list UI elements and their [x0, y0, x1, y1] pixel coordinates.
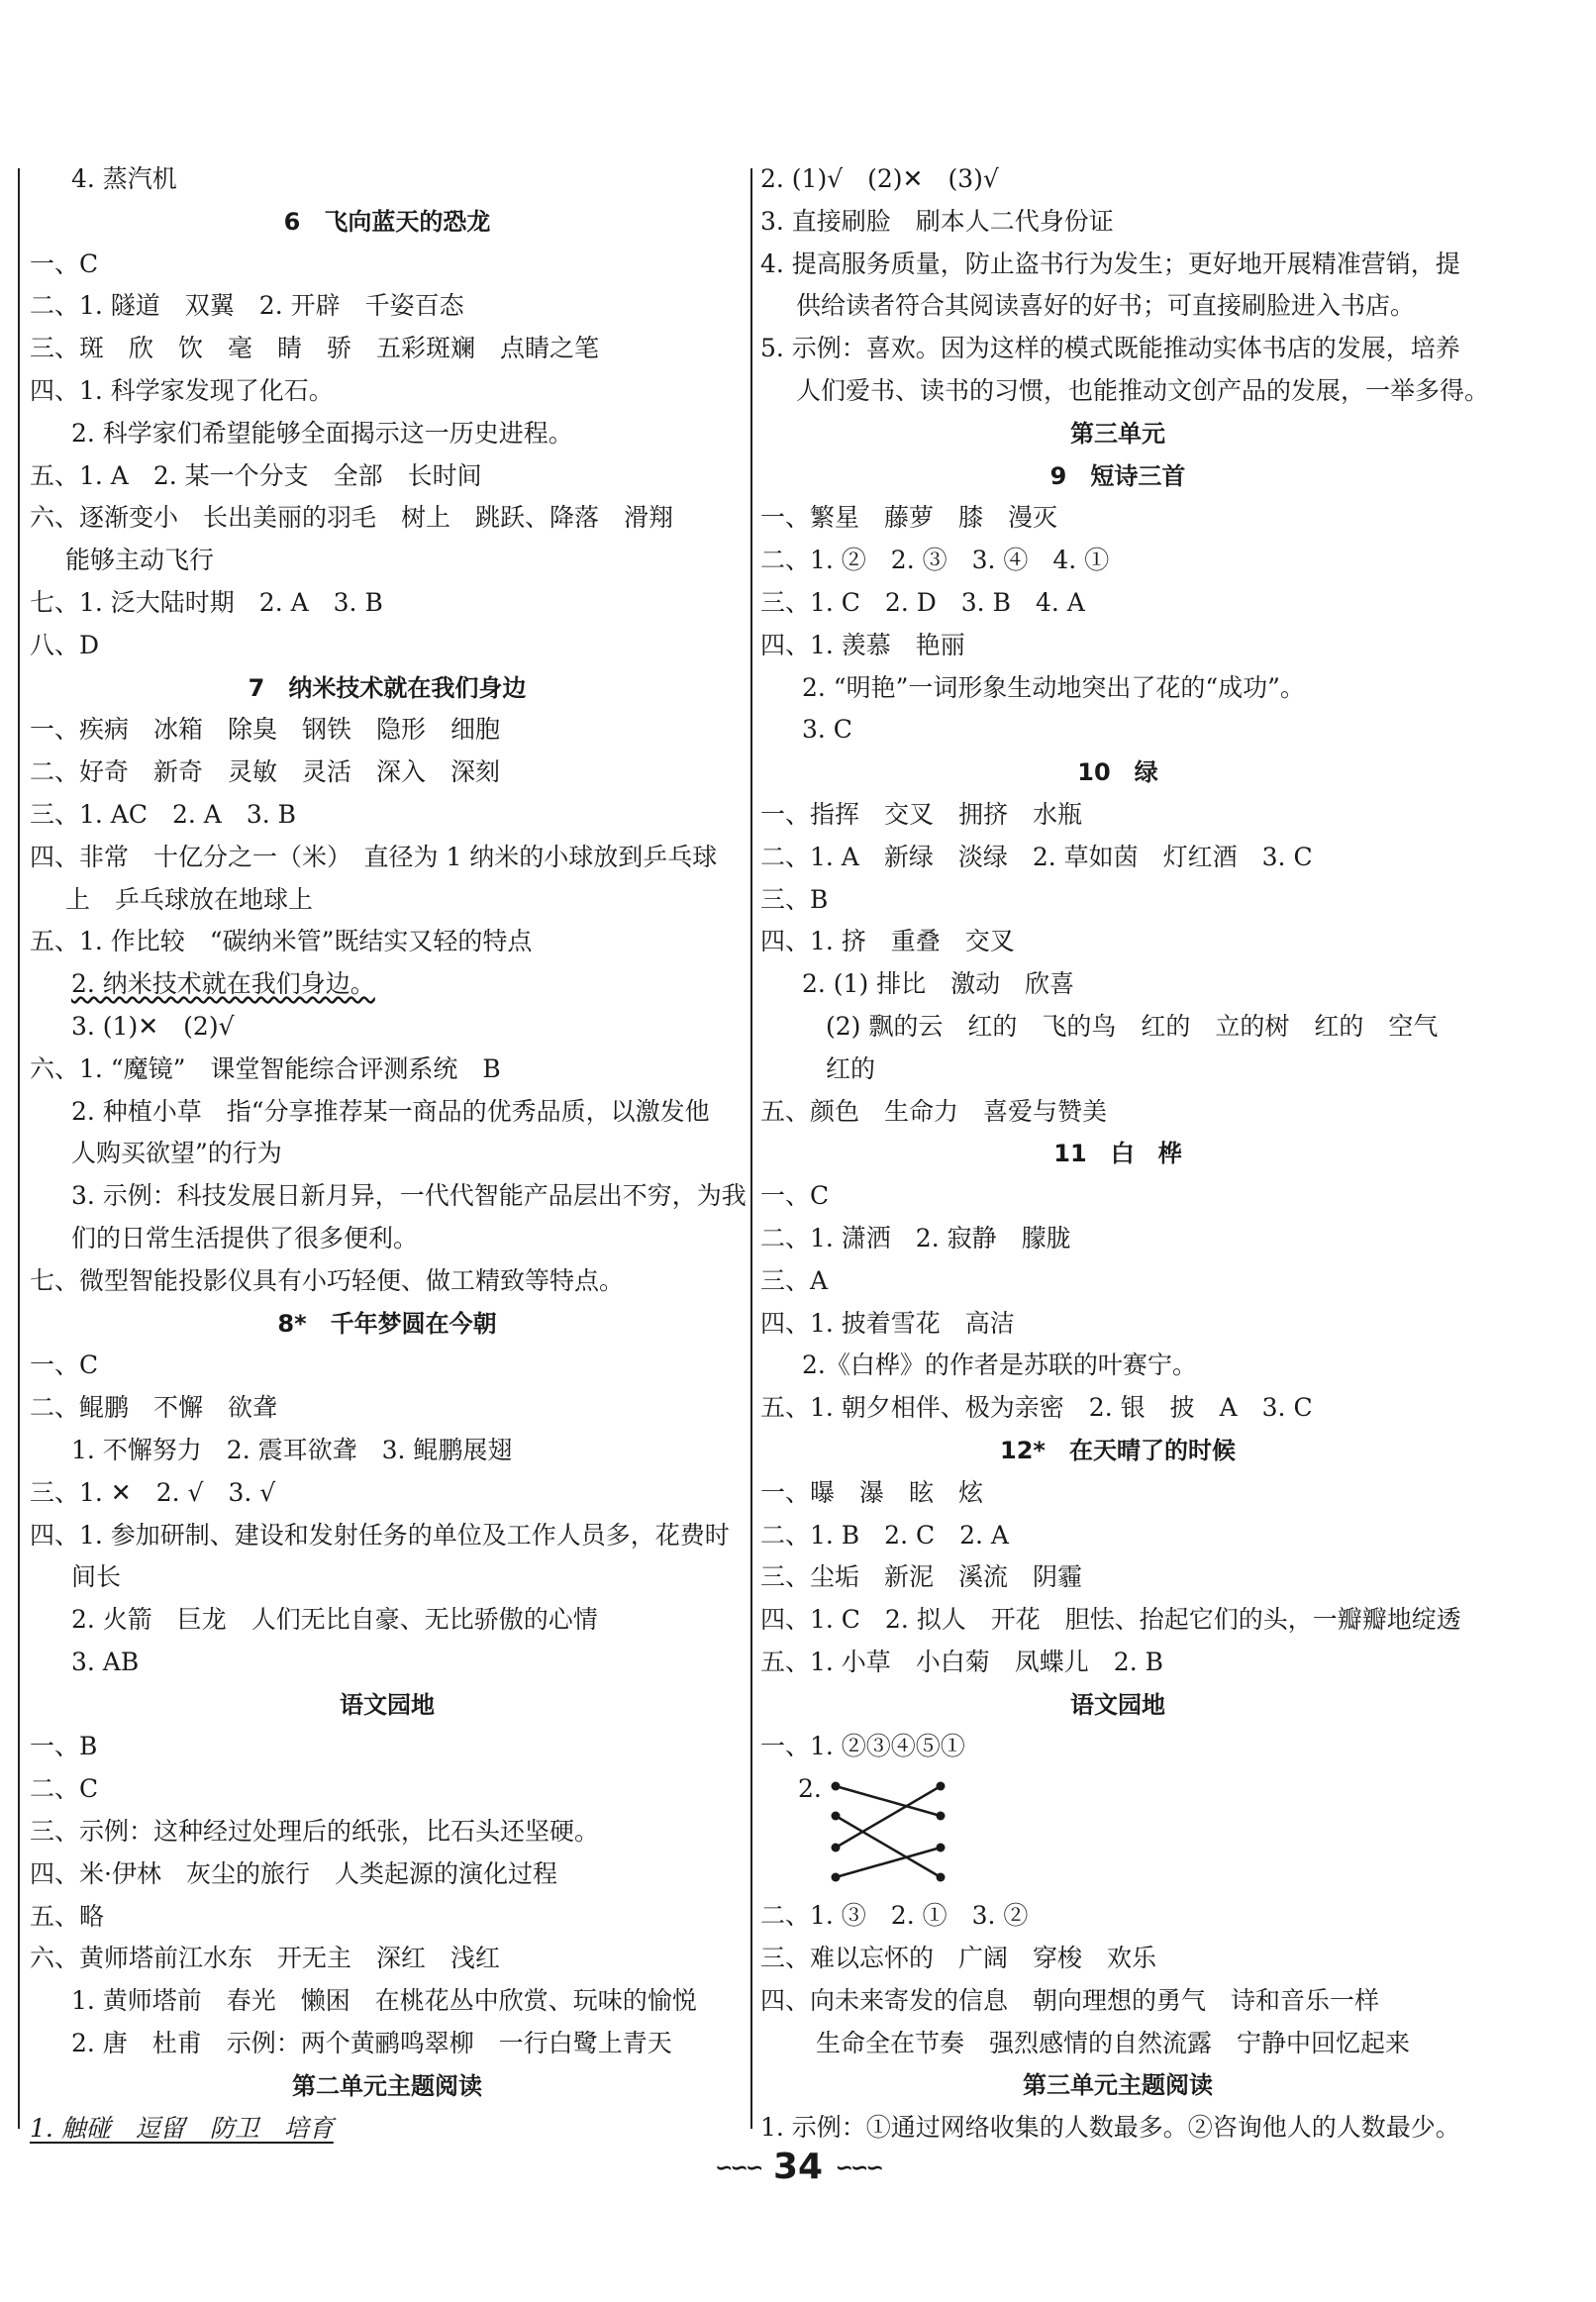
- answer-line: 3. AB: [71, 1647, 140, 1676]
- matching-diagram: [760, 1768, 1475, 1895]
- matching-dot: [832, 1873, 841, 1882]
- answer-line: 一、C: [30, 249, 99, 278]
- answer-line: 4. 蒸汽机: [71, 164, 177, 193]
- answer-line: 能够主动飞行: [65, 546, 215, 575]
- section-heading: 10 绿: [1077, 758, 1158, 787]
- answer-line: (2) 飘的云 红的 飞的鸟 红的 立的树 红的 空气: [826, 1011, 1439, 1041]
- right-decoration: ∽∽∽: [835, 2155, 881, 2181]
- answer-line: 3. 示例：科技发展日新月异，一代代智能产品层出不穷，为我: [71, 1181, 747, 1211]
- answer-line: 三、1. AC 2. A 3. B: [30, 799, 297, 829]
- answer-line: 2. 种植小草 指“分享推荐某一商品的优秀品质，以激发他: [71, 1096, 710, 1126]
- matching-dot: [937, 1873, 946, 1882]
- answer-line: 二、1. B 2. C 2. A: [760, 1520, 1009, 1550]
- answer-line: 六、1. “魔镜” 课堂智能综合评测系统 B: [30, 1053, 501, 1083]
- matching-dot: [937, 1844, 946, 1852]
- left-column: [30, 158, 745, 2150]
- answer-line: 二、好奇 新奇 灵敏 灵活 深入 深刻: [30, 757, 501, 787]
- section-heading: 11 白 桦: [1053, 1140, 1182, 1168]
- answer-line: 2.《白桦》的作者是苏联的叶赛宁。: [802, 1351, 1197, 1380]
- section-heading: 第三单元: [1070, 419, 1165, 448]
- answer-line: 3. (1)✕ (2)√: [71, 1011, 235, 1041]
- answer-line: 三、示例：这种经过处理后的纸张，比石头还坚硬。: [30, 1817, 600, 1847]
- answer-line: 三、B: [760, 884, 829, 914]
- answer-line: 五、1. 朝夕相伴、极为亲密 2. 银 披 A 3. C: [760, 1393, 1313, 1423]
- answer-line: 二、1. ② 2. ③ 3. ④ 4. ①: [760, 546, 1110, 575]
- matching-line: [836, 1816, 941, 1877]
- answer-line: 一、C: [760, 1181, 830, 1211]
- answer-line: 六、黄师塔前江水东 开无主 深红 浅红: [30, 1944, 501, 1973]
- matching-dot: [832, 1812, 841, 1821]
- answer-line: 七、微型智能投影仪具有小巧轻便、做工精致等特点。: [30, 1265, 625, 1295]
- matching-lines-svg: [830, 1776, 948, 1887]
- answer-line: 1. 黄师塔前 春光 懒困 在桃花丛中欣赏、玩味的愉悦: [71, 1986, 697, 2016]
- answer-line: 三、A: [760, 1265, 829, 1295]
- answer-line: 2. 唐 杜甫 示例：两个黄鹂鸣翠柳 一行白鹭上青天: [71, 2029, 672, 2058]
- matching-dot: [832, 1844, 841, 1852]
- answer-line: 六、逐渐变小 长出美丽的羽毛 树上 跳跃、降落 滑翔: [30, 503, 674, 533]
- answer-line: 四、1. C 2. 拟人 开花 胆怯、抬起它们的头，一瓣瓣地绽透: [760, 1605, 1461, 1635]
- answer-line: 四、1. 披着雪花 高洁: [760, 1308, 1015, 1338]
- answer-line: 五、略: [30, 1901, 105, 1931]
- answer-line: 一、疾病 冰箱 除臭 钢铁 隐形 细胞: [30, 715, 501, 745]
- answer-line: 2. “明艳”一词形象生动地突出了花的“成功”。: [802, 672, 1305, 702]
- answer-line: 1. 不懈努力 2. 震耳欲聋 3. 鲲鹏展翅: [71, 1435, 513, 1464]
- answer-line: 一、B: [30, 1732, 98, 1761]
- answer-line: 四、1. 挤 重叠 交叉: [760, 927, 1015, 956]
- section-heading: 9 短诗三首: [1049, 461, 1186, 490]
- answer-line: 一、C: [30, 1351, 99, 1380]
- matching-dot: [937, 1782, 946, 1791]
- matching-dot: [937, 1812, 946, 1821]
- answer-line: 四、1. 参加研制、建设和发射任务的单位及工作人员多，花费时: [30, 1520, 730, 1550]
- answer-line: 四、向未来寄发的信息 朝向理想的勇气 诗和音乐一样: [760, 1985, 1380, 2015]
- section-heading: 第三单元主题阅读: [1023, 2071, 1213, 2100]
- matching-line: [836, 1786, 941, 1848]
- answer-line: 5. 示例：喜欢。因为这样的模式既能推动实体书店的发展，培养: [760, 334, 1460, 363]
- answer-line: 2. 纳米技术就在我们身边。: [71, 969, 375, 999]
- answer-line: 人购买欲望”的行为: [71, 1139, 282, 1168]
- left-margin-rule: [18, 168, 20, 2129]
- section-heading: 第二单元主题阅读: [292, 2071, 482, 2100]
- column-divider-rule: [750, 168, 752, 2129]
- answer-line: 三、斑 欣 饮 毫 睛 骄 五彩斑斓 点睛之笔: [30, 334, 600, 363]
- answer-line: 三、1. ✕ 2. √ 3. √: [30, 1477, 276, 1507]
- answer-line: 2. 火箭 巨龙 人们无比自豪、无比骄傲的心情: [71, 1605, 598, 1635]
- answer-line: 四、1. 羡慕 艳丽: [760, 630, 965, 659]
- answer-line: 3. 直接刷脸 刷本人二代身份证: [760, 206, 1114, 236]
- answer-line: 五、1. 作比较 “碳纳米管”既结实又轻的特点: [30, 927, 533, 956]
- answer-line: 二、C: [30, 1774, 99, 1804]
- section-heading: 7 纳米技术就在我们身边: [248, 673, 527, 702]
- matching-diagram-label: 2.: [798, 1774, 822, 1804]
- answer-line: 2. (1) 排比 激动 欣喜: [802, 969, 1075, 999]
- matching-line: [836, 1786, 941, 1816]
- answer-line: 二、1. ③ 2. ① 3. ②: [760, 1901, 1029, 1931]
- answer-line: 红的: [826, 1053, 876, 1083]
- matching-line: [836, 1848, 941, 1877]
- answer-line: 一、繁星 藤萝 膝 漫灭: [760, 503, 1058, 533]
- answer-line: 三、1. C 2. D 3. B 4. A: [760, 587, 1085, 617]
- answer-line: 一、曝 瀑 眩 炫: [760, 1477, 984, 1507]
- section-heading: 8* 千年梦圆在今朝: [277, 1309, 497, 1338]
- right-column: [760, 158, 1490, 2150]
- matching-dot: [832, 1782, 841, 1791]
- answer-line: 三、尘垢 新泥 溪流 阴霾: [760, 1562, 1083, 1592]
- answer-line: 供给读者符合其阅读喜好的好书；可直接刷脸进入书店。: [796, 291, 1416, 321]
- answer-line: 人们爱书、读书的习惯，也能推动文创产品的发展，一举多得。: [796, 375, 1490, 405]
- answer-line: 4. 提高服务质量，防止盗书行为发生；更好地开展精准营销，提: [760, 249, 1460, 278]
- section-heading: 6 飞向蓝天的恐龙: [283, 207, 491, 236]
- section-heading: 语文园地: [1070, 1690, 1165, 1719]
- answer-line: 生命全在节奏 强烈感情的自然流露 宁静中回忆起来: [816, 2028, 1411, 2057]
- answer-line: 二、1. 隧道 双翼 2. 开辟 千姿百态: [30, 291, 464, 321]
- answer-line: 们的日常生活提供了很多便利。: [71, 1223, 419, 1252]
- answer-line: 间长: [71, 1562, 122, 1592]
- answer-line: 2. 科学家们希望能够全面揭示这一历史进程。: [71, 418, 573, 448]
- answer-line: 一、指挥 交叉 拥挤 水瓶: [760, 799, 1083, 829]
- answer-line: 七、1. 泛大陆时期 2. A 3. B: [30, 587, 383, 617]
- answer-line: 五、1. A 2. 某一个分支 全部 长时间: [30, 460, 482, 490]
- answer-line: 上 乒乓球放在地球上: [65, 884, 314, 914]
- left-decoration: ∽∽∽: [715, 2155, 761, 2181]
- answer-line: 1. 示例：①通过网络收集的人数最多。②咨询他人的人数最少。: [760, 2113, 1460, 2143]
- answer-line: 2. (1)√ (2)✕ (3)√: [760, 164, 999, 193]
- answer-line: 三、难以忘怀的 广阔 穿梭 欢乐: [760, 1944, 1157, 1973]
- answer-line: 五、颜色 生命力 喜爱与赞美: [760, 1096, 1108, 1126]
- answer-line: 四、米·伊林 灰尘的旅行 人类起源的演化过程: [30, 1858, 557, 1888]
- answer-line: 一、1. ②③④⑤①: [760, 1732, 965, 1761]
- page-number: [0, 2147, 1596, 2187]
- section-heading: 语文园地: [340, 1690, 435, 1719]
- answer-line: 1. 触碰 逗留 防卫 培育: [30, 2113, 334, 2143]
- page-number-text: 34: [772, 2147, 824, 2187]
- answer-line: 二、1. 潇洒 2. 寂静 朦胧: [760, 1223, 1071, 1252]
- answer-line: 3. C: [802, 715, 852, 745]
- answer-line: 四、非常 十亿分之一（米） 直径为 1 纳米的小球放到乒乓球: [30, 842, 718, 871]
- answer-line: 四、1. 科学家发现了化石。: [30, 375, 334, 405]
- section-heading: 12* 在天晴了的时候: [1000, 1436, 1236, 1464]
- answer-line: 八、D: [30, 630, 100, 659]
- answer-line: 二、1. A 新绿 淡绿 2. 草如茵 灯红酒 3. C: [760, 842, 1313, 871]
- answer-line: 五、1. 小草 小白菊 凤蝶儿 2. B: [760, 1647, 1163, 1676]
- answer-line: 二、鲲鹏 不懈 欲聋: [30, 1393, 278, 1423]
